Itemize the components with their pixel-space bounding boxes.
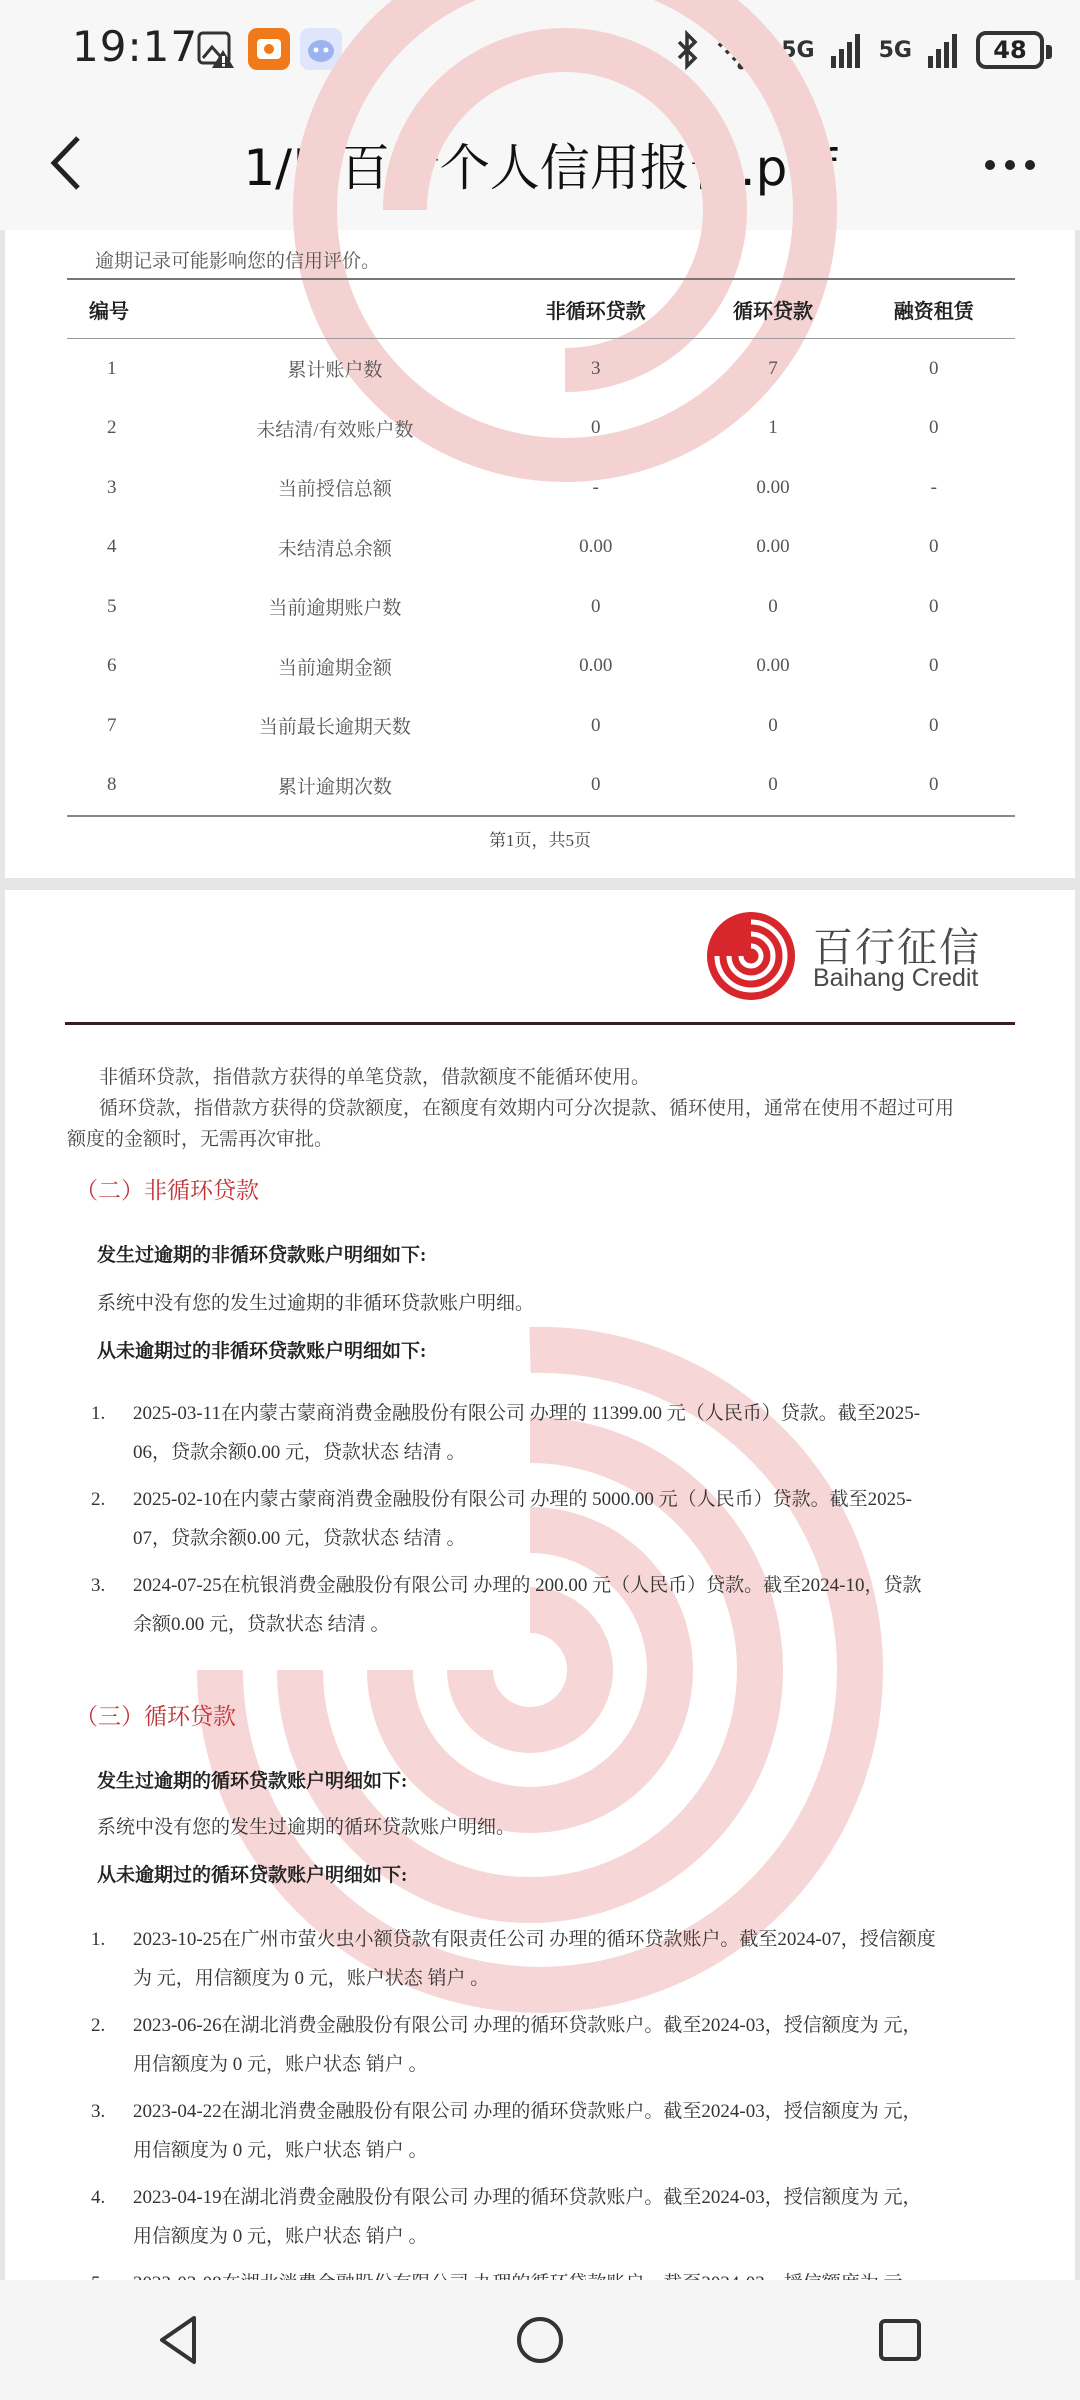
cell-leasing: 0 xyxy=(929,655,939,677)
normal-revolving-label: 从未逾期过的循环贷款账户明细如下: xyxy=(97,1865,408,1886)
cell-revolving: 0.00 xyxy=(756,655,790,677)
col-header-no: 编号 xyxy=(67,279,172,339)
cell-revolving: 0.00 xyxy=(756,476,790,498)
cell-item: 当前逾期金额 xyxy=(277,657,392,679)
summary-table xyxy=(67,278,1015,817)
cell-nonrevolving: 0 xyxy=(590,714,601,736)
list-item-line1: 2023-04-19在湖北消费金融股份有限公司 办理的循环贷款账户。截至2024-03，授信额度为 元， xyxy=(133,2187,922,2208)
triangle-back-icon xyxy=(150,2310,210,2370)
list-item-line1: 2025-03-11在内蒙古蒙商消费金融股份有限公司 办理的 11399.00 元（人民币）贷款。截至2025- xyxy=(133,1403,921,1424)
list-item-line2: 余额0.00 元，贷款状态 结清 。 xyxy=(133,1614,390,1635)
page-footer: 第1页，共5页 xyxy=(489,831,591,850)
square-recents-icon xyxy=(870,2310,930,2370)
pdf-viewer[interactable] xyxy=(0,230,1080,2280)
table-row xyxy=(67,637,1015,697)
app-header xyxy=(0,100,1080,230)
definition-revolving-line1: 循环贷款，指借款方获得的贷款额度，在额度有效期内可分次提款、循环使用，通常在使用不超过可用 xyxy=(99,1098,955,1119)
overdue-nonrevolving-none: 系统中没有您的发生过逾期的非循环贷款账户明细。 xyxy=(97,1293,535,1314)
col-header-nonrevolving: 非循环贷款 xyxy=(498,279,694,339)
cell-revolving: 0 xyxy=(693,756,852,817)
list-item-line1: 2025-02-10在内蒙古蒙商消费金融股份有限公司 办理的 5000.00 元（人民币）贷款。截至2025- xyxy=(133,1489,912,1510)
cell-no: 6 xyxy=(107,655,117,677)
circle-home-icon xyxy=(510,2310,570,2370)
system-nav-bar xyxy=(0,2280,1080,2400)
network-type-2: 5G xyxy=(878,37,912,63)
list-item-line2: 用信额度为 0 元，账户状态 销户 。 xyxy=(133,2054,428,2075)
list-item-line1: 2023-10-25在广州市萤火虫小额贷款有限责任公司 办理的循环贷款账户。截至2024-07，授信额度 xyxy=(133,1929,936,1950)
col-header-leasing: 融资租赁 xyxy=(853,279,1015,339)
pdf-page-1 xyxy=(5,230,1075,878)
cell-revolving: 0 xyxy=(768,595,778,617)
cell-nonrevolving: 0.00 xyxy=(579,655,613,677)
bluetooth-icon xyxy=(675,30,701,70)
nav-recents-button[interactable] xyxy=(840,2300,960,2380)
cell-revolving: 1 xyxy=(768,417,778,439)
list-item xyxy=(67,1920,1017,1998)
cell-item: 当前授信总额 xyxy=(277,479,392,501)
table-row xyxy=(67,577,1015,637)
gallery-alert-icon xyxy=(196,28,238,70)
cell-no: 7 xyxy=(107,714,117,736)
pdf-page-2 xyxy=(5,890,1075,2290)
more-dot-icon xyxy=(985,160,995,170)
list-item xyxy=(67,2178,1017,2256)
cell-no: 5 xyxy=(107,595,117,617)
list-item xyxy=(67,1566,1017,1644)
list-item-number: 3. xyxy=(91,2101,106,2122)
list-item xyxy=(67,1394,1017,1472)
list-item-number: 2. xyxy=(91,2015,106,2036)
cell-nonrevolving: 0 xyxy=(590,417,601,439)
cell-no: 4 xyxy=(107,536,117,558)
list-item-line2: 06，贷款余额0.00 元，贷款状态 结清 。 xyxy=(133,1442,466,1463)
cell-leasing: - xyxy=(930,476,937,498)
overdue-revolving-label: 发生过逾期的循环贷款账户明细如下: xyxy=(97,1771,408,1792)
cell-leasing: 0 xyxy=(929,714,939,736)
baihang-logo xyxy=(703,912,1003,1002)
cell-item: 未结清/有效账户数 xyxy=(256,419,414,441)
cell-leasing: 0 xyxy=(929,357,939,379)
section-title-revolving: （三）循环贷款 xyxy=(75,1704,236,1729)
cell-revolving: 0 xyxy=(768,714,778,736)
cell-revolving: 7 xyxy=(768,357,778,379)
cell-item: 当前最长逾期天数 xyxy=(258,717,411,739)
table-row xyxy=(67,696,1015,756)
normal-nonrevolving-label: 从未逾期过的非循环贷款账户明细如下: xyxy=(97,1341,427,1362)
status-time: 19:17 xyxy=(72,22,199,71)
network-type-1: 5G xyxy=(781,37,815,63)
cell-item: 当前逾期账户数 xyxy=(268,598,402,620)
cell-no: 2 xyxy=(107,417,117,439)
cell-no: 8 xyxy=(67,756,172,817)
header-divider xyxy=(65,1022,1015,1025)
cell-no: 1 xyxy=(107,357,117,379)
col-header-revolving: 循环贷款 xyxy=(693,279,852,339)
list-item-number: 3. xyxy=(91,1575,106,1596)
cell-revolving: 0.00 xyxy=(756,536,790,558)
list-item-line1: 2023-06-26在湖北消费金融股份有限公司 办理的循环贷款账户。截至2024-03，授信额度为 元， xyxy=(133,2015,922,2036)
table-row xyxy=(67,399,1015,459)
cell-no: 3 xyxy=(107,476,117,498)
list-item-line2: 用信额度为 0 元，账户状态 销户 。 xyxy=(133,2140,428,2161)
list-item-number: 1. xyxy=(91,1929,106,1950)
logo-text-cn: 百行征信 xyxy=(813,925,981,971)
col-header-item xyxy=(172,279,498,339)
baihang-logo-icon xyxy=(703,908,799,1004)
battery-indicator xyxy=(976,31,1044,69)
section-title-nonrevolving: （二）非循环贷款 xyxy=(75,1178,259,1203)
wifi-icon xyxy=(715,30,767,70)
list-item-line2: 用信额度为 0 元，账户状态 销户 。 xyxy=(133,2226,428,2247)
cell-leasing: 0 xyxy=(929,536,939,558)
cell-nonrevolving: 3 xyxy=(590,357,601,379)
assistant-app-icon xyxy=(300,28,342,70)
app-notification-icon xyxy=(248,28,290,70)
nav-home-button[interactable] xyxy=(480,2300,600,2380)
list-item xyxy=(67,1480,1017,1558)
list-item-number: 2. xyxy=(91,1489,106,1510)
more-options-button[interactable] xyxy=(970,130,1050,200)
overdue-revolving-none: 系统中没有您的发生过逾期的循环贷款账户明细。 xyxy=(97,1817,516,1838)
cell-nonrevolving: 0 xyxy=(590,595,601,617)
list-item xyxy=(67,2092,1017,2170)
document-title: 1/5 百行个人信用报告.pdf xyxy=(243,139,837,197)
signal-icon-1 xyxy=(829,30,865,70)
cell-nonrevolving: 0 xyxy=(498,756,694,817)
overdue-note: 逾期记录可能影响您的信用评价。 xyxy=(95,251,381,272)
list-item-line2: 为 元，用信额度为 0 元，账户状态 销户 。 xyxy=(133,1968,490,1989)
list-item-line1: 2024-07-25在杭银消费金融股份有限公司 办理的 200.00 元（人民币）贷款。截至2024-10，贷款 xyxy=(133,1575,922,1596)
cell-leasing: 0 xyxy=(929,595,939,617)
table-row xyxy=(67,458,1015,518)
table-row xyxy=(67,518,1015,578)
table-header-row xyxy=(67,279,1015,339)
signal-icon-2 xyxy=(926,30,962,70)
overdue-nonrevolving-label: 发生过逾期的非循环贷款账户明细如下: xyxy=(97,1245,427,1266)
status-right xyxy=(675,26,1044,74)
nav-back-button[interactable] xyxy=(120,2300,240,2380)
definition-revolving-line2: 额度的金额时，无需再次审批。 xyxy=(67,1129,334,1150)
definition-nonrevolving: 非循环贷款，指借款方获得的单笔贷款，借款额度不能循环使用。 xyxy=(99,1067,651,1088)
list-item-number: 1. xyxy=(91,1403,106,1424)
cell-nonrevolving: 0.00 xyxy=(579,536,613,558)
cell-item: 累计账户数 xyxy=(287,360,383,382)
list-item-line2: 07，贷款余额0.00 元，贷款状态 结清 。 xyxy=(133,1528,466,1549)
list-item-line1: 2023-04-22在湖北消费金融股份有限公司 办理的循环贷款账户。截至2024-03，授信额度为 元， xyxy=(133,2101,922,2122)
cell-item: 未结清总余额 xyxy=(277,538,392,560)
list-item-number: 4. xyxy=(91,2187,106,2208)
table-row xyxy=(67,756,1015,817)
list-item xyxy=(67,2006,1017,2084)
cell-leasing: 0 xyxy=(853,756,1015,817)
status-bar xyxy=(0,0,1080,100)
cell-item: 累计逾期次数 xyxy=(172,756,498,817)
table-row xyxy=(67,339,1015,399)
logo-text-en: Baihang Credit xyxy=(813,964,979,992)
battery-level: 48 xyxy=(993,36,1027,64)
cell-leasing: 0 xyxy=(929,417,939,439)
cell-nonrevolving: - xyxy=(592,476,599,498)
definition-paragraph xyxy=(67,1062,1017,1155)
